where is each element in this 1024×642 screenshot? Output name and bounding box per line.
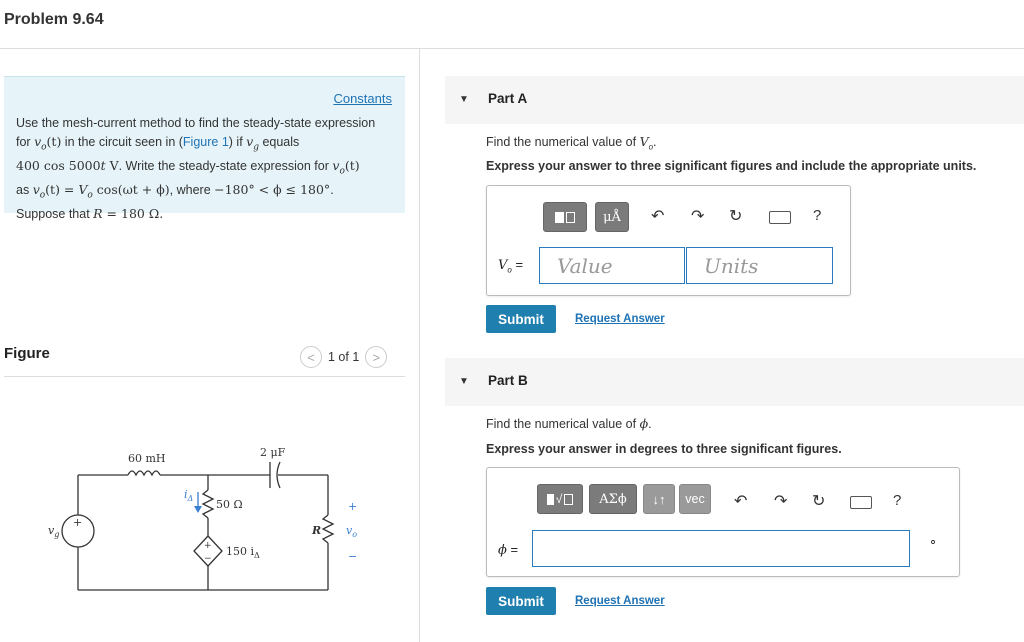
figure-label: Figure bbox=[4, 345, 50, 362]
help-icon[interactable]: ? bbox=[893, 492, 902, 509]
part-b-answer-box bbox=[486, 467, 960, 577]
problem-statement bbox=[4, 76, 405, 221]
part-a-question: Find the numerical value of $V_o$. bbox=[486, 134, 657, 152]
undo-icon[interactable]: ↶ bbox=[734, 493, 748, 510]
dep-plus: + bbox=[204, 541, 212, 551]
source-label: $v_g$ bbox=[48, 524, 60, 539]
part-a-header[interactable] bbox=[445, 76, 1024, 124]
inductor-label: 60 mH bbox=[128, 452, 166, 465]
part-b-instructions: Express your answer in degrees to three significant figures. bbox=[486, 442, 842, 456]
keyboard-icon[interactable] bbox=[850, 496, 872, 509]
part-b-submit-button[interactable]: Submit bbox=[486, 587, 556, 615]
collapse-triangle-icon: ▼ bbox=[459, 376, 469, 387]
page-title: Problem 9.64 bbox=[4, 11, 104, 28]
keyboard-icon[interactable] bbox=[769, 211, 791, 224]
dep-minus: − bbox=[204, 554, 212, 564]
reset-icon[interactable]: ↻ bbox=[729, 208, 743, 225]
resistor-50-label: 50 Ω bbox=[216, 498, 243, 511]
vo-plus: + bbox=[348, 500, 358, 513]
problem-line-2: for $v_o(t)$ in the circuit seen in (Figure 1) if $v_g$ equals bbox=[16, 133, 300, 153]
templates-icon bbox=[555, 212, 575, 223]
inductor bbox=[128, 471, 160, 475]
part-a-request-answer-link[interactable]: Request Answer bbox=[575, 313, 665, 325]
figure-divider bbox=[4, 376, 405, 377]
vector-button[interactable]: vec bbox=[679, 484, 711, 514]
problem-text bbox=[16, 115, 401, 223]
part-b-question: Find the numerical value of ϕ. bbox=[486, 416, 652, 431]
part-a-answer-box bbox=[486, 185, 851, 296]
vo-label: $v_o$ bbox=[346, 524, 358, 539]
redo-icon[interactable]: ↷ bbox=[691, 208, 705, 225]
figure-pager bbox=[300, 346, 387, 368]
reset-icon[interactable]: ↻ bbox=[812, 493, 826, 510]
units-input[interactable]: Units bbox=[686, 247, 833, 284]
source-plus: + bbox=[73, 516, 83, 529]
pager-count: 1 of 1 bbox=[328, 350, 360, 364]
part-a-instructions: Express your answer to three significant figures and include the appropriate units. bbox=[486, 159, 977, 173]
chevron-left-icon: < bbox=[307, 349, 315, 365]
capacitor-label: 2 μF bbox=[260, 446, 286, 459]
collapse-triangle-icon: ▼ bbox=[459, 94, 469, 105]
value-input[interactable]: Value bbox=[539, 247, 685, 284]
part-b-header[interactable] bbox=[445, 358, 1024, 406]
greek-symbols-button[interactable]: ΑΣϕ bbox=[589, 484, 637, 514]
part-a-label: Part A bbox=[488, 91, 528, 106]
templates-icon: √ bbox=[547, 492, 574, 506]
degree-unit: ∘ bbox=[929, 534, 938, 549]
templates-button[interactable] bbox=[543, 202, 587, 232]
constants-link[interactable]: Constants bbox=[333, 91, 392, 106]
next-figure-button[interactable] bbox=[365, 346, 387, 368]
problem-line-4: as $v_o(t) = V_o$ cos(ωt + ϕ), where −180° < ϕ ≤ 180°. bbox=[16, 181, 334, 201]
resistor-50 bbox=[203, 490, 213, 518]
templates-button[interactable] bbox=[537, 484, 583, 514]
header-divider bbox=[0, 48, 1024, 49]
vo-minus: − bbox=[348, 550, 358, 563]
part-b-request-answer-link[interactable]: Request Answer bbox=[575, 595, 665, 607]
circuit-diagram bbox=[30, 440, 370, 600]
current-label: $i_\Delta$ bbox=[184, 488, 194, 503]
problem-line-5: Suppose that R = 180 Ω. bbox=[16, 205, 164, 221]
resistor-R bbox=[323, 515, 333, 543]
answer-variable-label: $V_o$ = bbox=[498, 257, 524, 275]
arrows-button[interactable]: ↓↑ bbox=[643, 484, 675, 514]
chevron-right-icon: > bbox=[372, 349, 381, 365]
undo-icon[interactable]: ↶ bbox=[651, 208, 665, 225]
phi-input[interactable] bbox=[532, 530, 910, 567]
dependent-source-label: 150 $i_\Delta$ bbox=[226, 545, 260, 560]
part-a-submit-button[interactable]: Submit bbox=[486, 305, 556, 333]
answer-variable-label: ϕ = bbox=[498, 542, 519, 558]
R-label: R bbox=[312, 524, 322, 537]
prev-figure-button[interactable] bbox=[300, 346, 322, 368]
help-icon[interactable]: ? bbox=[813, 207, 822, 224]
problem-line-3: 400 cos 5000t V. Write the steady-state expression for $v_o(t)$ bbox=[16, 157, 360, 177]
redo-icon[interactable]: ↷ bbox=[774, 493, 788, 510]
part-b-label: Part B bbox=[488, 373, 528, 388]
figure-link[interactable]: Figure 1 bbox=[182, 134, 229, 149]
units-symbols-button[interactable]: μÅ bbox=[595, 202, 629, 232]
problem-line-1: Use the mesh-current method to find the steady-state expression bbox=[16, 116, 376, 130]
column-divider bbox=[419, 48, 420, 642]
